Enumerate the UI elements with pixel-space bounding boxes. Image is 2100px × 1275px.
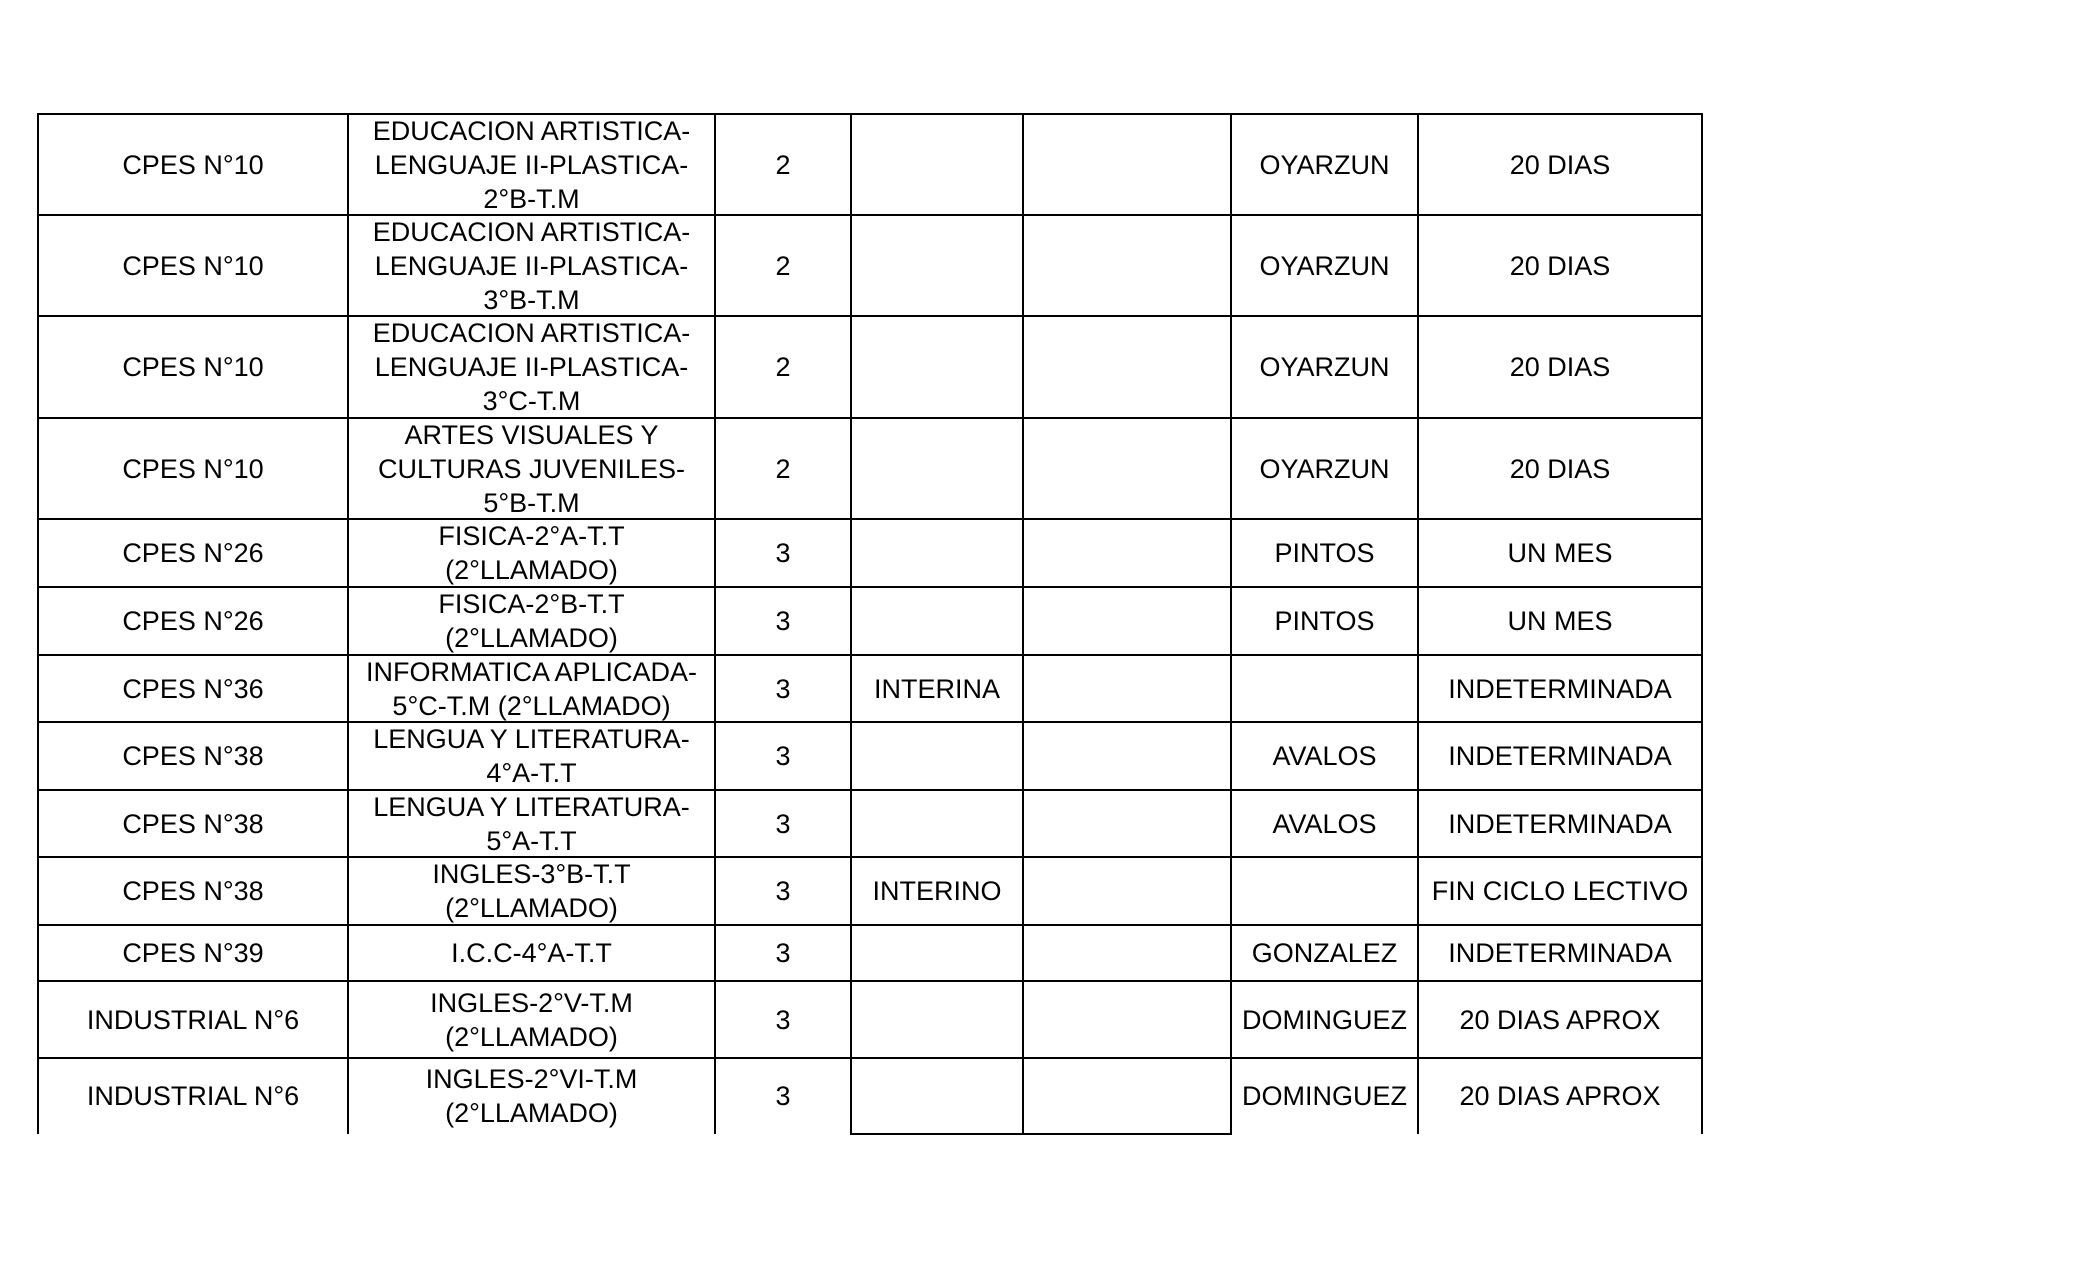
cell-school: CPES N°39 — [122, 938, 264, 968]
cell-status — [852, 115, 1022, 214]
cell-extra — [1024, 791, 1230, 856]
cell-subject: ARTES VISUALES Y CULTURAS JUVENILES- 5°B-T.M — [377, 419, 686, 518]
cell-module: 3 — [775, 876, 791, 906]
cell-duration: 20 DIAS — [1509, 453, 1611, 484]
cell-school: CPES N°26 — [122, 538, 264, 568]
cell-teacher: PINTOS — [1274, 538, 1375, 568]
cell-teacher — [1232, 656, 1417, 721]
cell-duration: UN MES — [1507, 538, 1613, 568]
cell-extra — [1024, 858, 1230, 924]
cell-subject: I.C.C-4°A-T.T — [451, 938, 612, 968]
row-border — [850, 1133, 1232, 1135]
cell-duration: 20 DIAS — [1509, 149, 1611, 180]
cell-module: 3 — [775, 538, 791, 568]
cell-school: INDUSTRIAL N°6 — [86, 1004, 300, 1035]
cell-school: CPES N°10 — [122, 250, 264, 281]
cell-duration: 20 DIAS — [1509, 352, 1611, 382]
cell-school: CPES N°38 — [122, 808, 264, 839]
cell-teacher: OYARZUN — [1259, 250, 1390, 281]
cell-subject: LENGUA Y LITERATURA- 4°A-T.T — [373, 724, 690, 788]
cell-module: 3 — [775, 673, 791, 704]
cell-teacher: OYARZUN — [1259, 453, 1390, 484]
cell-duration: 20 DIAS APROX — [1459, 1081, 1661, 1111]
cell-module: 3 — [775, 1004, 791, 1035]
cell-status — [852, 520, 1022, 586]
cell-duration: INDETERMINADA — [1448, 741, 1672, 771]
cell-teacher — [1232, 858, 1417, 924]
cell-subject: FISICA-2°B-T.T (2°LLAMADO) — [438, 589, 625, 653]
cell-duration: FIN CICLO LECTIVO — [1431, 876, 1689, 906]
cell-module: 2 — [775, 250, 791, 281]
cell-extra — [1024, 115, 1230, 214]
cell-subject: EDUCACION ARTISTICA- LENGUAJE II-PLASTICA- 3°B-T.M — [372, 216, 691, 315]
cell-subject: EDUCACION ARTISTICA- LENGUAJE II-PLASTICA- 2°B-T.M — [372, 115, 691, 214]
cell-subject: INGLES-2°VI-T.M (2°LLAMADO) — [425, 1064, 638, 1128]
cell-extra — [1024, 216, 1230, 315]
cell-extra — [1024, 317, 1230, 417]
cell-subject: INGLES-2°V-T.M (2°LLAMADO) — [430, 987, 633, 1052]
cell-status — [852, 791, 1022, 856]
cell-teacher: OYARZUN — [1259, 352, 1390, 382]
cell-duration: INDETERMINADA — [1448, 938, 1672, 968]
cell-teacher: OYARZUN — [1259, 149, 1390, 180]
cell-extra — [1024, 520, 1230, 586]
column-border — [1701, 113, 1703, 1134]
cell-module: 3 — [775, 1081, 791, 1111]
cell-extra — [1024, 926, 1230, 980]
cell-status — [852, 317, 1022, 417]
cell-teacher: PINTOS — [1274, 606, 1375, 636]
cell-school: CPES N°38 — [122, 741, 264, 771]
cell-module: 3 — [775, 606, 791, 636]
cell-module: 3 — [775, 741, 791, 771]
cell-duration: 20 DIAS — [1509, 250, 1611, 281]
cell-status — [852, 1059, 1022, 1133]
cell-extra — [1024, 723, 1230, 789]
cell-status — [852, 588, 1022, 654]
cell-subject: FISICA-2°A-T.T (2°LLAMADO) — [438, 521, 625, 585]
cell-module: 3 — [775, 938, 791, 968]
cell-status: INTERINA — [873, 673, 1000, 704]
cell-subject: INGLES-3°B-T.T (2°LLAMADO) — [432, 859, 631, 923]
cell-duration: UN MES — [1507, 606, 1613, 636]
cell-module: 2 — [775, 149, 791, 180]
cell-module: 3 — [775, 808, 791, 839]
cell-school: CPES N°10 — [122, 352, 264, 382]
cell-teacher: GONZALEZ — [1251, 938, 1398, 968]
cell-extra — [1024, 1059, 1230, 1133]
cell-extra — [1024, 656, 1230, 721]
cell-school: CPES N°38 — [122, 876, 264, 906]
cell-teacher: DOMINGUEZ — [1242, 1081, 1407, 1111]
cell-module: 2 — [775, 352, 791, 382]
vacancy-table — [38, 114, 1702, 1134]
cell-status — [852, 926, 1022, 980]
cell-module: 2 — [775, 453, 791, 484]
cell-teacher: AVALOS — [1272, 741, 1377, 771]
cell-teacher: DOMINGUEZ — [1242, 1004, 1407, 1035]
cell-school: CPES N°10 — [122, 453, 264, 484]
cell-school: CPES N°26 — [122, 606, 264, 636]
cell-extra — [1024, 419, 1230, 518]
cell-school: CPES N°36 — [122, 673, 264, 704]
cell-duration: 20 DIAS APROX — [1459, 1004, 1661, 1035]
cell-duration: INDETERMINADA — [1448, 808, 1672, 839]
cell-duration: INDETERMINADA — [1448, 673, 1672, 704]
cell-subject: EDUCACION ARTISTICA- LENGUAJE II-PLASTICA- 3°C-T.M — [372, 318, 691, 416]
cell-status — [852, 982, 1022, 1057]
cell-extra — [1024, 982, 1230, 1057]
cell-school: CPES N°10 — [122, 149, 264, 180]
cell-status: INTERINO — [872, 876, 1002, 906]
cell-school: INDUSTRIAL N°6 — [86, 1081, 300, 1111]
cell-status — [852, 723, 1022, 789]
cell-extra — [1024, 588, 1230, 654]
cell-status — [852, 216, 1022, 315]
cell-subject: LENGUA Y LITERATURA- 5°A-T.T — [373, 791, 690, 856]
cell-subject: INFORMATICA APLICADA- 5°C-T.M (2°LLAMADO) — [365, 656, 698, 721]
cell-teacher: AVALOS — [1272, 808, 1377, 839]
cell-status — [852, 419, 1022, 518]
